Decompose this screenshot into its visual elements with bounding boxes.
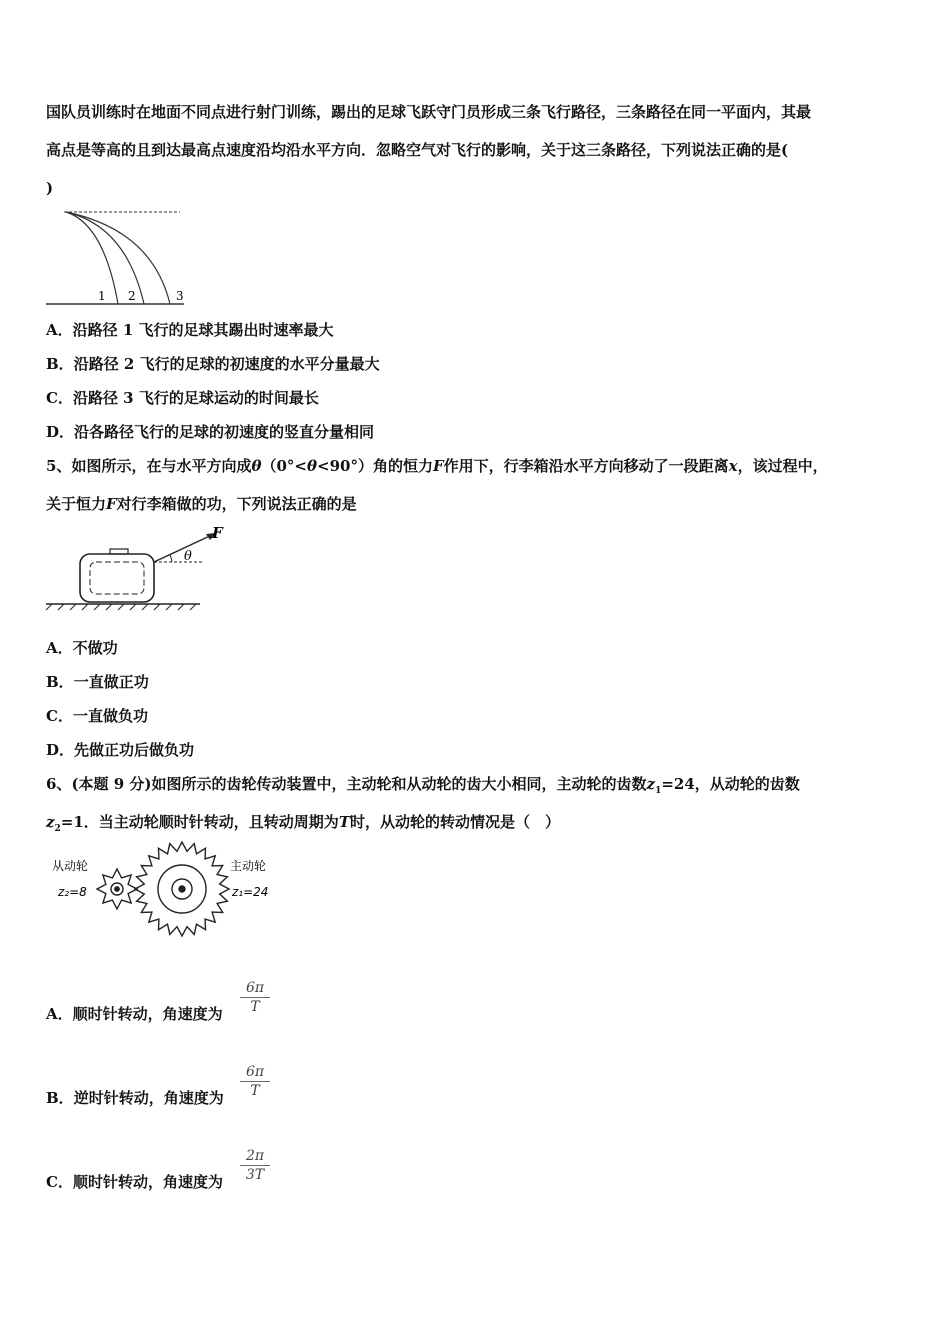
q6-option-c-fraction: $\frac{2\pi}{3T}$ [240,1148,270,1183]
q5-option-d: D．先做正功后做负功 [46,741,195,759]
q4-stem-line3: ) [46,179,54,197]
q6-option-a: A．顺时针转动，角速度为 [46,1005,223,1023]
driver-gear [135,842,229,936]
suitcase-body [80,554,154,602]
path-3 [66,212,170,304]
q6-gear-figure [46,840,276,944]
q4-option-a: A．沿路径 1 飞行的足球其踢出时速率最大 [46,321,334,339]
path-1 [66,212,118,304]
driver-gear-teeth: z₁=24 [232,885,269,899]
force-label: F [212,524,223,542]
q5-option-b: B．一直做正功 [46,673,149,691]
q6-option-a-fraction: $\frac{6\pi}{T}$ [240,980,270,1015]
q6-stem-line1: 6、(本题 9 分)如图所示的齿轮传动装置中，主动轮和从动轮的齿大小相同，主动轮的齿数$z_1=24$，从动轮的齿数 [46,775,800,796]
theta-label: θ [184,549,192,564]
driven-gear-label: 从动轮 [52,859,89,873]
suitcase-inner [90,562,144,594]
q6-option-c: C．顺时针转动，角速度为 [46,1173,223,1191]
q4-stem-line2: 高点是等高的且到达最高点速度沿均沿水平方向．忽略空气对飞行的影响，关于这三条路径，下列说法正确的是( [46,141,789,159]
driven-gear [97,869,137,909]
path-label-2: 2 [128,289,136,303]
q5-option-a: A．不做功 [46,639,118,657]
q4-trajectory-figure [44,204,194,308]
q6-option-b: B．逆时针转动，角速度为 [46,1089,224,1107]
q6-option-b-fraction: $\frac{6\pi}{T}$ [240,1064,270,1099]
floor-hatching [46,604,196,610]
path-label-3: 3 [176,289,184,303]
q5-suitcase-figure [44,522,234,614]
path-label-1: 1 [98,289,106,303]
q5-stem-line2: 关于恒力F对行李箱做的功，下列说法正确的是 [46,495,357,513]
q5-stem-line1: 5、如图所示，在与水平方向成θ（0°<θ<90°）角的恒力F作用下，行李箱沿水平方向移动了一段距离x，该过程中， [46,457,828,475]
driven-gear-teeth: z₂=8 [58,885,87,899]
q4-stem-line1: 国队员训练时在地面不同点进行射门训练，踢出的足球飞跃守门员形成三条飞行路径，三条路径在同一平面内，其最 [46,103,812,121]
q4-option-b: B．沿路径 2 飞行的足球的初速度的水平分量最大 [46,355,380,373]
q6-stem-line2: $z_2=1$．当主动轮顺时针转动，且转动周期为T时，从动轮的转动情况是（ ） [46,813,560,834]
q5-option-c: C．一直做负功 [46,707,148,725]
angle-arc [170,555,172,562]
driver-gear-label: 主动轮 [230,859,267,873]
q4-option-c: C．沿路径 3 飞行的足球运动的时间最长 [46,389,319,407]
q4-option-d: D．沿各路径飞行的足球的初速度的竖直分量相同 [46,423,375,441]
